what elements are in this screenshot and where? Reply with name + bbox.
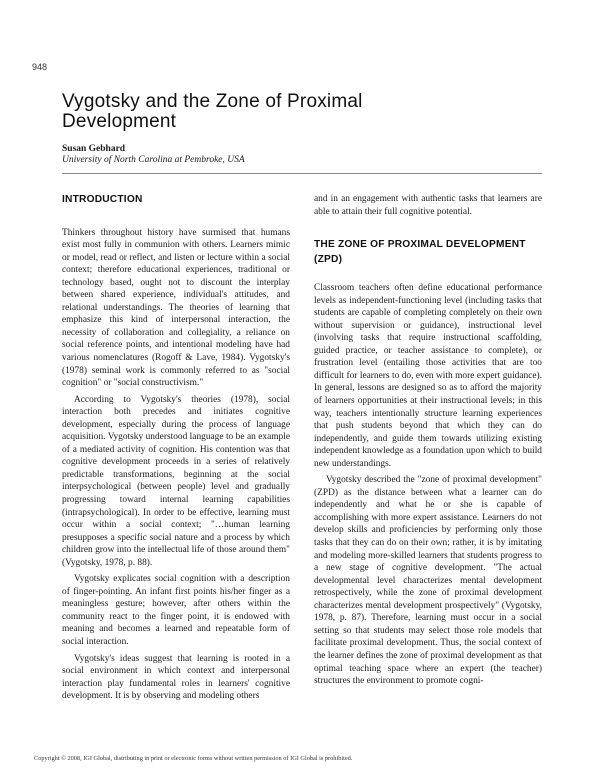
- zpd-paragraph: Classroom teachers often define educational performance levels as independent-functioning level (including tasks that students are capable of completing completely on their own without supervision or guidance), instructional level (involving tasks that require instructional scaffolding, guided practice, or teacher assistance to complete), or frustration level (entailing those activities that are too difficult for learners to do, even with more expert guidance). In general, lessons are designed so as to afford the majority of learners opportunities at their instructional levels; in this way, teachers intentionally structure learning experiences that push students beyond that which they can do independently, and guide them towards utilizing existing independent knowledge as a foundation upon which to build new understandings.: [314, 283, 542, 469]
- section-spacer: [314, 222, 542, 238]
- intro-paragraph: Vygotsky explicates social cognition with a description of finger-pointing. An infant first points his/her finger as a meaningless gesture; however, after others within the community react to the finger point, it is endowed with meaning and becomes a learned and repeatable form of social interaction.: [62, 574, 290, 647]
- right-column: [314, 193, 542, 692]
- header-divider: [62, 173, 542, 174]
- intro-paragraph: Vygotsky's ideas suggest that learning is rooted in a social environment in which context and interpersonal interaction play fundamental roles in learners' cognitive development. It is by observing and modeling others: [62, 653, 290, 702]
- intro-paragraph: According to Vygotsky's theories (1978), social interaction both precedes and initiates cognitive development, especially during the process of language acquisition. Vygotsky understood language to be an example of a mediated activity of cognition. His contention was that cognitive development proceeds in a series of relatively predictable transformations, beginning at the social interpsychological (between people) level and gradually progressing toward internal learning capabilities (intrapsychological). In order to be effective, learning must occur within a social context; "…human learning presupposes a specific social nature and a process by which children grow into the intellectual life of those around them" (Vygotsky, 1978, p. 88).: [62, 394, 290, 568]
- page-number: 948: [32, 62, 48, 72]
- copyright-footer: Copyright © 2008, IGI Global, distributing in print or electronic forms without written permission of IGI Global is prohibited.: [34, 755, 353, 762]
- continuation-paragraph: and in an engagement with authentic tasks that learners are able to attain their full cognitive potential.: [314, 194, 542, 217]
- zpd-paragraph: Vygotsky described the "zone of proximal development" (ZPD) as the distance between what a learner can do independently and what he or she is capable of accomplishing with more expert assistance. Learners do not develop skills and proficiencies by performing only those tasks that they can do on their own; rather, it is by imitating and modeling more-skilled learners that students progress to a new stage of cognitive development. "The actual developmental level characterizes mental development retrospectively, while the zone of proximal development characterizes mental development prospectively" (Vygotsky, 1978, p. 87). Therefore, learning must occur in a social setting so that students may select those role models that facilitate proximal development. Thus, the social context of the learner defines the zone of proximal development as that optimal teaching space where an expert (the teacher) structures the environment to promote cogni-: [314, 475, 542, 687]
- zpd-heading: THE ZONE OF PROXIMAL DEVELOPMENT (ZPD): [314, 239, 526, 265]
- left-column: [62, 193, 290, 707]
- article-title: Vygotsky and the Zone of Proximal Development: [62, 91, 363, 132]
- introduction-heading: INTRODUCTION: [62, 194, 143, 205]
- intro-paragraph: Thinkers throughout history have surmised that humans exist most fully in communion with others. Learners mimic or model, read or reflect, and listen or lecture within a social context; therefore educational experiences, traditional or technology based, ought not to discount the interplay between shared experience, individual's attitudes, and relational understandings. The theories of learning that emphasize this kind of interpersonal interaction, the necessity of collaboration and collegiality, a reliance on social reference points, and intentional modeling have had various nomenclatures (Rogoff & Lave, 1984). Vygotsky's (1978) seminal work is commonly referred to as "social cognition" or "social constructivism.": [62, 227, 290, 389]
- author-affiliation: University of North Carolina at Pembroke, USA: [62, 155, 245, 165]
- author-name: Susan Gebhard: [62, 144, 126, 154]
